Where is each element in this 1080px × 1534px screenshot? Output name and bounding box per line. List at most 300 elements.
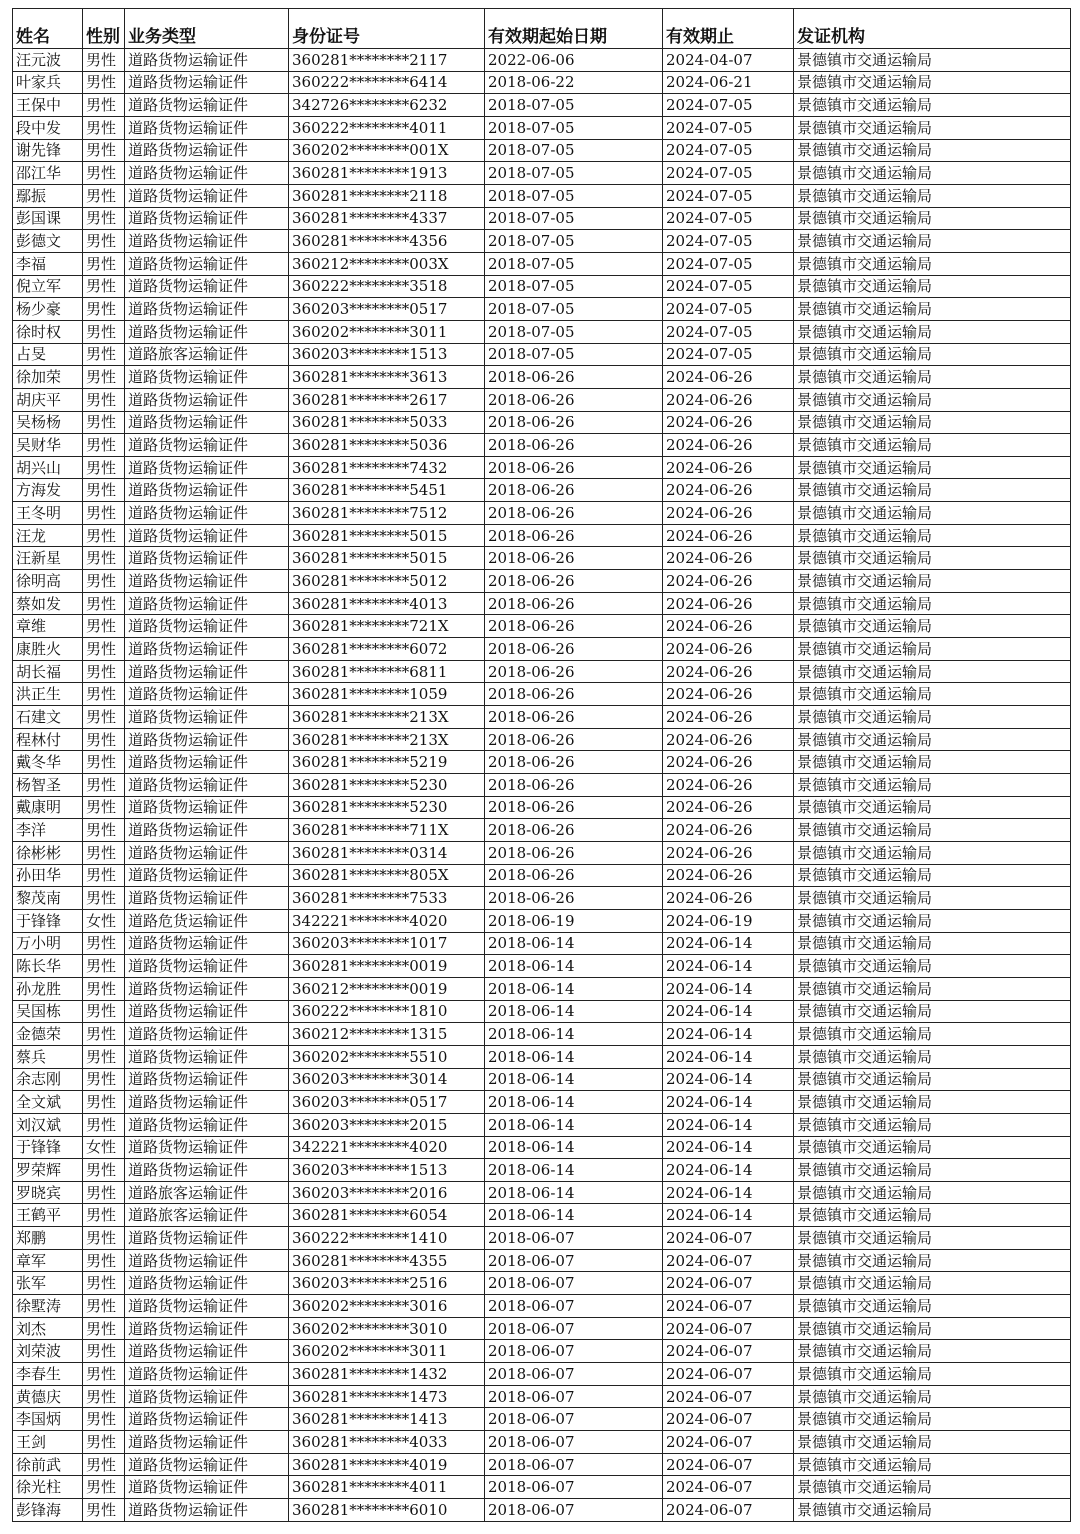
cell-gender: 男性 (83, 1181, 125, 1204)
cell-valid-from: 2018-06-26 (485, 434, 663, 457)
table-row (13, 162, 1071, 185)
cell-name: 王保中 (13, 94, 83, 117)
cell-valid-from: 2018-06-19 (485, 909, 663, 932)
cell-id-number: 360281********1432 (289, 1363, 485, 1386)
cell-business-type: 道路货物运输证件 (125, 977, 289, 1000)
cell-gender: 男性 (83, 706, 125, 729)
cell-valid-until: 2024-07-05 (663, 184, 794, 207)
cell-issuing-authority: 景德镇市交通运输局 (794, 570, 1071, 593)
cell-business-type: 道路货物运输证件 (125, 1045, 289, 1068)
cell-valid-from: 2018-06-07 (485, 1453, 663, 1476)
cell-valid-until: 2024-06-26 (663, 547, 794, 570)
cell-valid-from: 2018-07-05 (485, 298, 663, 321)
cell-valid-until: 2024-06-07 (663, 1272, 794, 1295)
table-row (13, 298, 1071, 321)
table-row (13, 1181, 1071, 1204)
cell-valid-until: 2024-06-07 (663, 1340, 794, 1363)
cell-valid-from: 2018-06-22 (485, 71, 663, 94)
table-row (13, 1159, 1071, 1182)
cell-valid-until: 2024-07-05 (663, 139, 794, 162)
cell-valid-until: 2024-06-14 (663, 1159, 794, 1182)
cell-gender: 男性 (83, 1159, 125, 1182)
cell-issuing-authority: 景德镇市交通运输局 (794, 841, 1071, 864)
cell-gender: 男性 (83, 1431, 125, 1454)
cell-valid-from: 2018-06-07 (485, 1317, 663, 1340)
cell-valid-from: 2018-06-07 (485, 1272, 663, 1295)
cell-name: 万小明 (13, 932, 83, 955)
cell-id-number: 360281********4013 (289, 592, 485, 615)
cell-name: 于锋锋 (13, 1136, 83, 1159)
cell-valid-until: 2024-06-26 (663, 841, 794, 864)
cell-valid-until: 2024-06-26 (663, 570, 794, 593)
cell-valid-until: 2024-07-05 (663, 94, 794, 117)
cell-id-number: 360202********3011 (289, 320, 485, 343)
cell-valid-until: 2024-06-07 (663, 1476, 794, 1499)
cell-business-type: 道路货物运输证件 (125, 230, 289, 253)
cell-issuing-authority: 景德镇市交通运输局 (794, 955, 1071, 978)
cell-valid-from: 2018-06-26 (485, 819, 663, 842)
cell-name: 全文斌 (13, 1091, 83, 1114)
cell-id-number: 360212********003X (289, 252, 485, 275)
cell-issuing-authority: 景德镇市交通运输局 (794, 1068, 1071, 1091)
cell-valid-until: 2024-06-26 (663, 796, 794, 819)
cell-issuing-authority: 景德镇市交通运输局 (794, 139, 1071, 162)
cell-gender: 男性 (83, 456, 125, 479)
cell-id-number: 360281********6811 (289, 660, 485, 683)
cell-name: 徐光柱 (13, 1476, 83, 1499)
cell-id-number: 360281********0314 (289, 841, 485, 864)
table-row (13, 1363, 1071, 1386)
cell-business-type: 道路货物运输证件 (125, 774, 289, 797)
cell-business-type: 道路货物运输证件 (125, 1317, 289, 1340)
cell-valid-from: 2022-06-06 (485, 49, 663, 72)
cell-business-type: 道路货物运输证件 (125, 864, 289, 887)
cell-name: 余志刚 (13, 1068, 83, 1091)
cell-gender: 男性 (83, 774, 125, 797)
cell-valid-until: 2024-06-07 (663, 1249, 794, 1272)
cell-id-number: 360203********1513 (289, 1159, 485, 1182)
cell-valid-until: 2024-06-14 (663, 1181, 794, 1204)
cell-id-number: 360212********0019 (289, 977, 485, 1000)
cell-valid-from: 2018-06-26 (485, 411, 663, 434)
cell-issuing-authority: 景德镇市交通运输局 (794, 456, 1071, 479)
cell-gender: 男性 (83, 1204, 125, 1227)
cell-id-number: 360203********2516 (289, 1272, 485, 1295)
cell-id-number: 360281********6010 (289, 1499, 485, 1522)
cell-id-number: 342221********4020 (289, 1136, 485, 1159)
cell-name: 孙田华 (13, 864, 83, 887)
cell-id-number: 360222********1810 (289, 1000, 485, 1023)
cell-gender: 男性 (83, 1295, 125, 1318)
table-row (13, 434, 1071, 457)
cell-name: 徐加荣 (13, 366, 83, 389)
cell-gender: 女性 (83, 1136, 125, 1159)
cell-name: 杨少豪 (13, 298, 83, 321)
table-row (13, 1385, 1071, 1408)
cell-id-number: 342726********6232 (289, 94, 485, 117)
cell-id-number: 360281********4356 (289, 230, 485, 253)
cell-valid-until: 2024-06-07 (663, 1499, 794, 1522)
cell-valid-until: 2024-06-07 (663, 1408, 794, 1431)
cell-valid-from: 2018-06-14 (485, 1181, 663, 1204)
cell-issuing-authority: 景德镇市交通运输局 (794, 1181, 1071, 1204)
cell-valid-until: 2024-06-14 (663, 955, 794, 978)
cell-valid-until: 2024-06-26 (663, 388, 794, 411)
cell-id-number: 360281********5015 (289, 547, 485, 570)
cell-name: 倪立军 (13, 275, 83, 298)
cell-name: 洪正生 (13, 683, 83, 706)
table-row (13, 751, 1071, 774)
cell-valid-from: 2018-06-07 (485, 1295, 663, 1318)
cell-valid-from: 2018-06-26 (485, 388, 663, 411)
table-row (13, 1136, 1071, 1159)
cell-issuing-authority: 景德镇市交通运输局 (794, 909, 1071, 932)
cell-valid-from: 2018-07-05 (485, 139, 663, 162)
header-name: 姓名 (13, 9, 83, 49)
cell-name: 刘杰 (13, 1317, 83, 1340)
table-row (13, 502, 1071, 525)
cell-business-type: 道路货物运输证件 (125, 207, 289, 230)
cell-name: 段中发 (13, 116, 83, 139)
cell-gender: 男性 (83, 796, 125, 819)
cell-valid-until: 2024-06-26 (663, 479, 794, 502)
cell-name: 章军 (13, 1249, 83, 1272)
cell-id-number: 360281********5036 (289, 434, 485, 457)
cell-gender: 男性 (83, 547, 125, 570)
cell-valid-until: 2024-07-05 (663, 252, 794, 275)
cell-issuing-authority: 景德镇市交通运输局 (794, 411, 1071, 434)
cell-id-number: 360212********1315 (289, 1023, 485, 1046)
cell-valid-from: 2018-06-14 (485, 977, 663, 1000)
cell-name: 陈长华 (13, 955, 83, 978)
cell-issuing-authority: 景德镇市交通运输局 (794, 615, 1071, 638)
table-row (13, 230, 1071, 253)
cell-name: 汪元波 (13, 49, 83, 72)
cell-gender: 男性 (83, 162, 125, 185)
table-row (13, 1317, 1071, 1340)
cell-name: 徐彬彬 (13, 841, 83, 864)
cell-id-number: 342221********4020 (289, 909, 485, 932)
table-row (13, 1113, 1071, 1136)
cell-valid-until: 2024-06-07 (663, 1363, 794, 1386)
cell-valid-from: 2018-06-07 (485, 1227, 663, 1250)
cell-gender: 男性 (83, 1499, 125, 1522)
table-row (13, 71, 1071, 94)
table-row (13, 706, 1071, 729)
cell-name: 方海发 (13, 479, 83, 502)
cell-name: 汪龙 (13, 524, 83, 547)
cell-id-number: 360281********6072 (289, 638, 485, 661)
cell-business-type: 道路货物运输证件 (125, 1340, 289, 1363)
cell-valid-until: 2024-06-14 (663, 1113, 794, 1136)
cell-gender: 男性 (83, 819, 125, 842)
cell-name: 蔡如发 (13, 592, 83, 615)
cell-business-type: 道路货物运输证件 (125, 1091, 289, 1114)
cell-valid-from: 2018-06-07 (485, 1363, 663, 1386)
cell-gender: 男性 (83, 932, 125, 955)
cell-gender: 男性 (83, 298, 125, 321)
cell-issuing-authority: 景德镇市交通运输局 (794, 1272, 1071, 1295)
cell-valid-until: 2024-07-05 (663, 275, 794, 298)
cell-issuing-authority: 景德镇市交通运输局 (794, 1159, 1071, 1182)
cell-valid-from: 2018-07-05 (485, 184, 663, 207)
cell-valid-until: 2024-06-14 (663, 977, 794, 1000)
cell-valid-from: 2018-06-07 (485, 1499, 663, 1522)
cell-gender: 男性 (83, 275, 125, 298)
cell-id-number: 360281********5219 (289, 751, 485, 774)
cell-business-type: 道路货物运输证件 (125, 592, 289, 615)
cell-business-type: 道路货物运输证件 (125, 1295, 289, 1318)
table-row (13, 139, 1071, 162)
table-row (13, 1023, 1071, 1046)
table-row (13, 49, 1071, 72)
cell-id-number: 360281********4337 (289, 207, 485, 230)
cell-issuing-authority: 景德镇市交通运输局 (794, 932, 1071, 955)
cell-business-type: 道路货物运输证件 (125, 841, 289, 864)
table-row (13, 615, 1071, 638)
cell-valid-from: 2018-07-05 (485, 230, 663, 253)
cell-name: 金德荣 (13, 1023, 83, 1046)
cell-issuing-authority: 景德镇市交通运输局 (794, 1499, 1071, 1522)
cell-business-type: 道路货物运输证件 (125, 683, 289, 706)
cell-name: 王鹤平 (13, 1204, 83, 1227)
cell-valid-from: 2018-06-26 (485, 887, 663, 910)
cell-valid-from: 2018-06-07 (485, 1340, 663, 1363)
cell-business-type: 道路旅客运输证件 (125, 1204, 289, 1227)
table-row (13, 728, 1071, 751)
cell-gender: 男性 (83, 1068, 125, 1091)
cell-valid-until: 2024-06-19 (663, 909, 794, 932)
cell-issuing-authority: 景德镇市交通运输局 (794, 864, 1071, 887)
cell-issuing-authority: 景德镇市交通运输局 (794, 252, 1071, 275)
table-row (13, 841, 1071, 864)
cell-issuing-authority: 景德镇市交通运输局 (794, 116, 1071, 139)
cell-valid-from: 2018-06-26 (485, 366, 663, 389)
cell-id-number: 360202********001X (289, 139, 485, 162)
cell-name: 徐明高 (13, 570, 83, 593)
cell-name: 叶家兵 (13, 71, 83, 94)
cell-gender: 男性 (83, 524, 125, 547)
cell-business-type: 道路货物运输证件 (125, 819, 289, 842)
cell-gender: 男性 (83, 1227, 125, 1250)
cell-valid-until: 2024-06-26 (663, 819, 794, 842)
table-row (13, 570, 1071, 593)
table-row (13, 1045, 1071, 1068)
cell-id-number: 360202********5510 (289, 1045, 485, 1068)
table-row (13, 638, 1071, 661)
cell-valid-until: 2024-06-26 (663, 774, 794, 797)
cell-business-type: 道路货物运输证件 (125, 728, 289, 751)
cell-id-number: 360222********3518 (289, 275, 485, 298)
cell-valid-until: 2024-04-07 (663, 49, 794, 72)
cell-valid-from: 2018-06-26 (485, 796, 663, 819)
cell-issuing-authority: 景德镇市交通运输局 (794, 275, 1071, 298)
cell-name: 张军 (13, 1272, 83, 1295)
cell-valid-from: 2018-06-26 (485, 864, 663, 887)
cell-gender: 男性 (83, 1363, 125, 1386)
cell-valid-until: 2024-06-26 (663, 434, 794, 457)
cell-business-type: 道路货物运输证件 (125, 1272, 289, 1295)
cell-name: 吴杨杨 (13, 411, 83, 434)
cell-gender: 男性 (83, 366, 125, 389)
cell-issuing-authority: 景德镇市交通运输局 (794, 1023, 1071, 1046)
header-valid-from: 有效期起始日期 (485, 9, 663, 49)
cell-valid-from: 2018-06-26 (485, 479, 663, 502)
cell-name: 胡长福 (13, 660, 83, 683)
cell-valid-until: 2024-06-26 (663, 524, 794, 547)
table-row (13, 94, 1071, 117)
table-row (13, 1408, 1071, 1431)
cell-issuing-authority: 景德镇市交通运输局 (794, 366, 1071, 389)
cell-name: 康胜火 (13, 638, 83, 661)
cell-id-number: 360203********2015 (289, 1113, 485, 1136)
table-row (13, 116, 1071, 139)
cell-gender: 男性 (83, 252, 125, 275)
cell-id-number: 360281********2118 (289, 184, 485, 207)
cell-business-type: 道路货物运输证件 (125, 479, 289, 502)
cell-issuing-authority: 景德镇市交通运输局 (794, 796, 1071, 819)
cell-name: 彭国课 (13, 207, 83, 230)
cell-business-type: 道路货物运输证件 (125, 615, 289, 638)
cell-business-type: 道路货物运输证件 (125, 388, 289, 411)
table-row (13, 366, 1071, 389)
cell-issuing-authority: 景德镇市交通运输局 (794, 230, 1071, 253)
table-row (13, 524, 1071, 547)
cell-valid-from: 2018-06-14 (485, 1045, 663, 1068)
cell-business-type: 道路货物运输证件 (125, 1159, 289, 1182)
cell-valid-until: 2024-06-26 (663, 864, 794, 887)
cell-id-number: 360281********5012 (289, 570, 485, 593)
cell-name: 谢先锋 (13, 139, 83, 162)
cell-business-type: 道路货物运输证件 (125, 116, 289, 139)
cell-gender: 男性 (83, 1045, 125, 1068)
cell-gender: 男性 (83, 751, 125, 774)
cell-id-number: 360281********4019 (289, 1453, 485, 1476)
table-row (13, 1431, 1071, 1454)
table-row (13, 592, 1071, 615)
cell-id-number: 360281********7533 (289, 887, 485, 910)
cell-valid-until: 2024-06-07 (663, 1431, 794, 1454)
cell-business-type: 道路货物运输证件 (125, 49, 289, 72)
header-row (13, 9, 1071, 49)
cell-valid-from: 2018-06-26 (485, 547, 663, 570)
cell-valid-until: 2024-07-05 (663, 298, 794, 321)
cell-business-type: 道路货物运输证件 (125, 502, 289, 525)
cell-gender: 男性 (83, 615, 125, 638)
cell-id-number: 360203********1513 (289, 343, 485, 366)
cell-valid-until: 2024-07-05 (663, 162, 794, 185)
cell-name: 徐时权 (13, 320, 83, 343)
table-row (13, 343, 1071, 366)
cell-id-number: 360281********2617 (289, 388, 485, 411)
cell-id-number: 360281********1473 (289, 1385, 485, 1408)
cell-valid-from: 2018-06-14 (485, 1204, 663, 1227)
cell-id-number: 360281********213X (289, 728, 485, 751)
cell-issuing-authority: 景德镇市交通运输局 (794, 1000, 1071, 1023)
cell-issuing-authority: 景德镇市交通运输局 (794, 751, 1071, 774)
cell-valid-until: 2024-07-05 (663, 320, 794, 343)
cell-gender: 男性 (83, 116, 125, 139)
cell-valid-until: 2024-06-14 (663, 1023, 794, 1046)
cell-name: 刘荣波 (13, 1340, 83, 1363)
table-row (13, 1340, 1071, 1363)
cell-valid-from: 2018-06-26 (485, 570, 663, 593)
cell-id-number: 360281********2117 (289, 49, 485, 72)
cell-gender: 男性 (83, 977, 125, 1000)
cell-valid-until: 2024-06-14 (663, 932, 794, 955)
cell-valid-from: 2018-07-05 (485, 252, 663, 275)
cell-issuing-authority: 景德镇市交通运输局 (794, 1295, 1071, 1318)
cell-valid-until: 2024-06-14 (663, 1204, 794, 1227)
cell-valid-from: 2018-06-26 (485, 706, 663, 729)
cell-issuing-authority: 景德镇市交通运输局 (794, 660, 1071, 683)
table-row (13, 1295, 1071, 1318)
cell-gender: 男性 (83, 864, 125, 887)
cell-name: 徐墅涛 (13, 1295, 83, 1318)
cell-valid-from: 2018-06-26 (485, 660, 663, 683)
cell-valid-from: 2018-06-07 (485, 1476, 663, 1499)
table-body (13, 49, 1071, 1522)
cell-valid-from: 2018-06-07 (485, 1431, 663, 1454)
cell-valid-from: 2018-06-07 (485, 1249, 663, 1272)
cell-name: 汪新星 (13, 547, 83, 570)
table-row (13, 887, 1071, 910)
cell-valid-until: 2024-06-07 (663, 1227, 794, 1250)
cell-name: 罗荣辉 (13, 1159, 83, 1182)
cell-gender: 女性 (83, 909, 125, 932)
cell-name: 占旻 (13, 343, 83, 366)
cell-id-number: 360203********0517 (289, 298, 485, 321)
cell-id-number: 360281********4355 (289, 1249, 485, 1272)
cell-valid-from: 2018-06-26 (485, 638, 663, 661)
table-row (13, 275, 1071, 298)
cell-valid-from: 2018-07-05 (485, 116, 663, 139)
cell-name: 徐前武 (13, 1453, 83, 1476)
cell-business-type: 道路危货运输证件 (125, 909, 289, 932)
cell-issuing-authority: 景德镇市交通运输局 (794, 1317, 1071, 1340)
cell-business-type: 道路货物运输证件 (125, 524, 289, 547)
cell-valid-from: 2018-06-14 (485, 1113, 663, 1136)
cell-gender: 男性 (83, 1249, 125, 1272)
table-row (13, 1272, 1071, 1295)
cell-business-type: 道路货物运输证件 (125, 71, 289, 94)
cell-issuing-authority: 景德镇市交通运输局 (794, 207, 1071, 230)
cell-issuing-authority: 景德镇市交通运输局 (794, 774, 1071, 797)
cell-business-type: 道路货物运输证件 (125, 887, 289, 910)
cell-gender: 男性 (83, 683, 125, 706)
cell-valid-from: 2018-06-26 (485, 841, 663, 864)
cell-business-type: 道路货物运输证件 (125, 366, 289, 389)
cell-issuing-authority: 景德镇市交通运输局 (794, 1136, 1071, 1159)
cell-issuing-authority: 景德镇市交通运输局 (794, 728, 1071, 751)
cell-id-number: 360281********805X (289, 864, 485, 887)
cell-issuing-authority: 景德镇市交通运输局 (794, 434, 1071, 457)
cell-name: 邵江华 (13, 162, 83, 185)
cell-valid-until: 2024-06-26 (663, 660, 794, 683)
cell-issuing-authority: 景德镇市交通运输局 (794, 887, 1071, 910)
cell-name: 蔡兵 (13, 1045, 83, 1068)
cell-name: 黎茂南 (13, 887, 83, 910)
cell-issuing-authority: 景德镇市交通运输局 (794, 1249, 1071, 1272)
cell-business-type: 道路货物运输证件 (125, 1363, 289, 1386)
cell-issuing-authority: 景德镇市交通运输局 (794, 1453, 1071, 1476)
cell-valid-from: 2018-06-07 (485, 1408, 663, 1431)
cell-name: 胡兴山 (13, 456, 83, 479)
cell-business-type: 道路货物运输证件 (125, 252, 289, 275)
cell-business-type: 道路货物运输证件 (125, 706, 289, 729)
cell-business-type: 道路货物运输证件 (125, 1431, 289, 1454)
cell-gender: 男性 (83, 230, 125, 253)
